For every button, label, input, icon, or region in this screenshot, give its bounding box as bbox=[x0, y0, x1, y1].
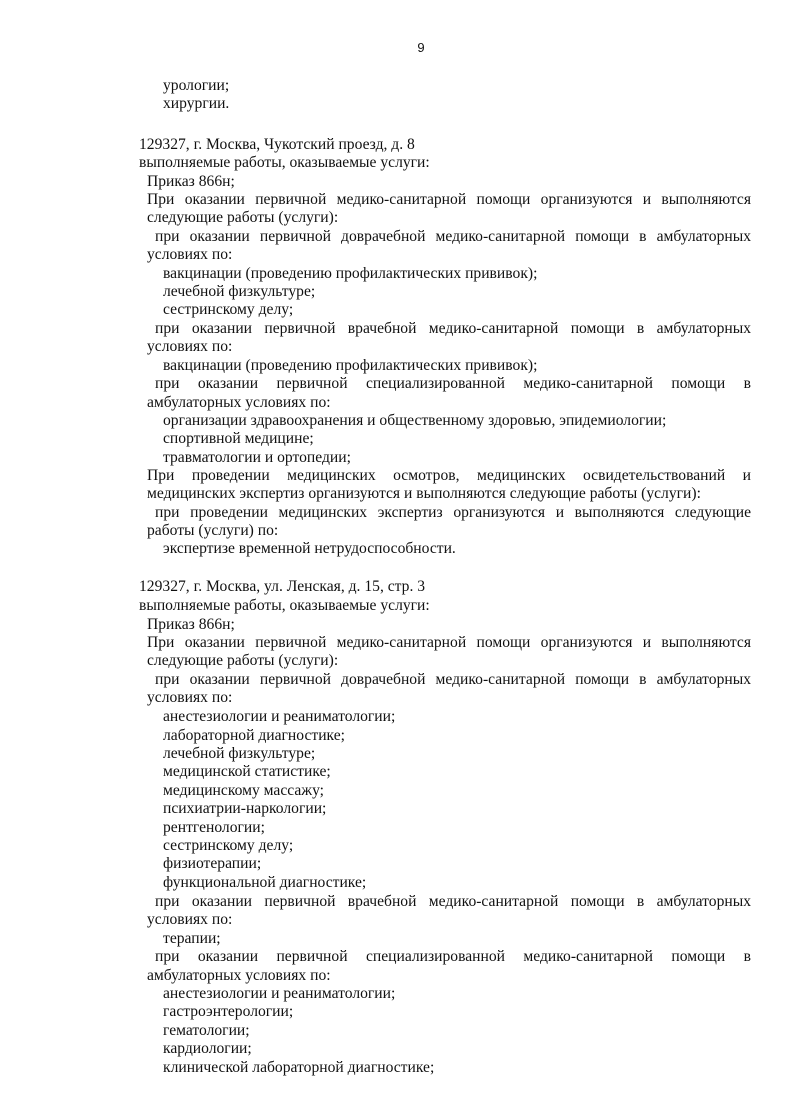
text-line-cont: При оказании первичной медико-санитарной помощи организуются и выполняются bbox=[147, 634, 751, 651]
text-line-item: лечебной физкультуре; bbox=[163, 283, 316, 300]
text-line-address: выполняемые работы, оказываемые услуги: bbox=[139, 597, 430, 614]
text-line-cont: следующие работы (услуги): bbox=[147, 209, 339, 226]
text-line-item: функциональной диагностике; bbox=[163, 874, 367, 891]
text-line-item: организации здравоохранения и общественному здоровью, эпидемиологии; bbox=[163, 412, 667, 429]
text-line-sub: при оказании первичной доврачебной медико-санитарной помощи в амбулаторных bbox=[155, 671, 751, 688]
text-line-item: медицинской статистике; bbox=[163, 763, 331, 780]
text-line-cont: условиях по: bbox=[147, 338, 233, 355]
text-line-cont: условиях по: bbox=[147, 689, 233, 706]
text-line-cont: При оказании первичной медико-санитарной помощи организуются и выполняются bbox=[147, 191, 751, 208]
text-line-item: экспертизе временной нетрудоспособности. bbox=[163, 540, 456, 557]
text-line-item: вакцинации (проведению профилактических прививок); bbox=[163, 265, 538, 282]
text-line-item: лечебной физкультуре; bbox=[163, 745, 316, 762]
text-line-item: сестринскому делу; bbox=[163, 301, 294, 318]
text-line-sub: при оказании первичной врачебной медико-санитарной помощи в амбулаторных bbox=[155, 893, 751, 910]
text-line-item: гематологии; bbox=[163, 1022, 250, 1039]
text-line-item: вакцинации (проведению профилактических прививок); bbox=[163, 357, 538, 374]
text-line-item: психиатрии-наркологии; bbox=[163, 800, 327, 817]
text-line-cont: медицинских экспертиз организуются и выполняются следующие работы (услуги): bbox=[147, 485, 701, 502]
text-line-item: клинической лабораторной диагностике; bbox=[163, 1059, 435, 1076]
text-line-item: кардиологии; bbox=[163, 1040, 252, 1057]
text-line-item: терапии; bbox=[163, 930, 221, 947]
text-line-cont: При проведении медицинских осмотров, медицинских освидетельствований и bbox=[147, 467, 751, 484]
text-line-item: медицинскому массажу; bbox=[163, 782, 325, 799]
text-line-item: хирургии. bbox=[163, 95, 230, 112]
text-line-sub: при оказании первичной доврачебной медико-санитарной помощи в амбулаторных bbox=[155, 228, 751, 245]
text-line-cont: амбулаторных условиях по: bbox=[147, 394, 331, 411]
text-line-cont: Приказ 866н; bbox=[147, 616, 235, 633]
text-line-item: спортивной медицине; bbox=[163, 430, 314, 447]
text-line-sub: при оказании первичной специализированной медико-санитарной помощи в bbox=[155, 375, 751, 392]
text-line-cont: Приказ 866н; bbox=[147, 173, 235, 190]
text-line-cont: амбулаторных условиях по: bbox=[147, 967, 331, 984]
text-line-item: сестринскому делу; bbox=[163, 837, 294, 854]
page-number: 9 bbox=[417, 40, 425, 55]
text-line-item: анестезиологии и реаниматологии; bbox=[163, 708, 396, 725]
text-line-cont: следующие работы (услуги): bbox=[147, 652, 339, 669]
text-line-cont: условиях по: bbox=[147, 246, 233, 263]
text-line-cont: работы (услуги) по: bbox=[147, 522, 279, 539]
text-line-address: 129327, г. Москва, ул. Ленская, д. 15, стр. 3 bbox=[139, 578, 426, 595]
text-line-item: рентгенологии; bbox=[163, 819, 265, 836]
text-line-item: физиотерапии; bbox=[163, 855, 262, 872]
text-line-address: выполняемые работы, оказываемые услуги: bbox=[139, 154, 430, 171]
text-line-sub: при оказании первичной специализированной медико-санитарной помощи в bbox=[155, 948, 751, 965]
text-line-cont: условиях по: bbox=[147, 911, 233, 928]
text-line-item: лабораторной диагностике; bbox=[163, 727, 345, 744]
text-line-item: гастроэнтерологии; bbox=[163, 1003, 294, 1020]
text-line-item: анестезиологии и реаниматологии; bbox=[163, 985, 396, 1002]
text-line-sub: при проведении медицинских экспертиз организуются и выполняются следующие bbox=[155, 504, 751, 521]
text-line-sub: при оказании первичной врачебной медико-санитарной помощи в амбулаторных bbox=[155, 320, 751, 337]
text-line-item: травматологии и ортопедии; bbox=[163, 449, 351, 466]
text-line-address: 129327, г. Москва, Чукотский проезд, д. 8 bbox=[139, 136, 415, 153]
text-line-item: урологии; bbox=[163, 77, 230, 94]
